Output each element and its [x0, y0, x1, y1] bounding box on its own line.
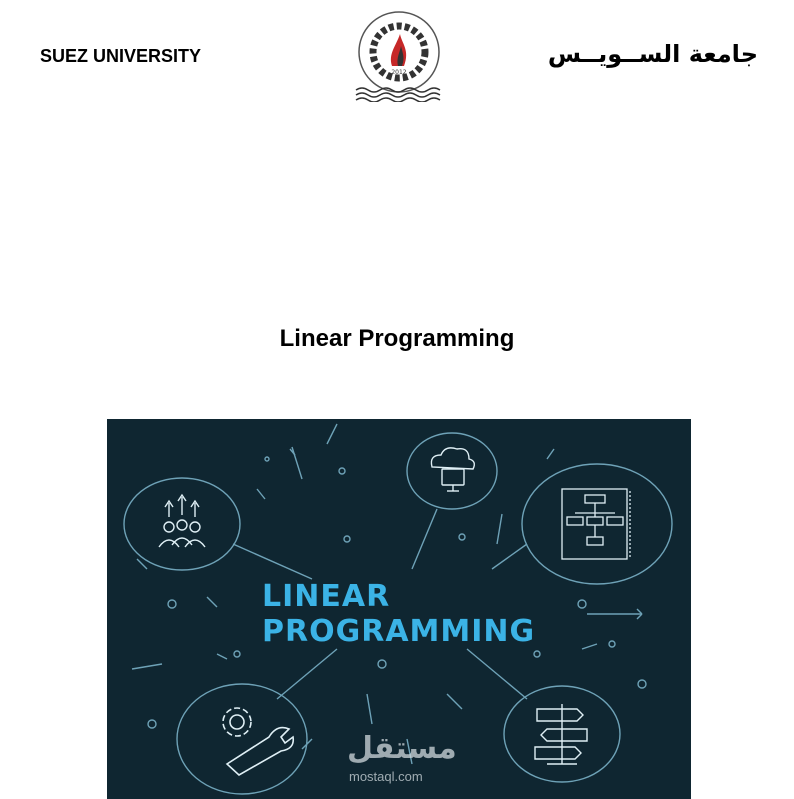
watermark-ar: مستقل — [347, 731, 457, 766]
university-logo — [348, 10, 450, 102]
people-growth-icon — [159, 495, 205, 547]
flowchart-icon — [562, 489, 630, 559]
cloud-computer-icon — [431, 448, 474, 491]
cloud-circle — [407, 433, 497, 509]
university-name-ar: جامعة الســويــس — [547, 40, 758, 68]
signpost-icon — [535, 704, 587, 764]
gear-wrench-icon — [223, 708, 293, 775]
people-circle — [124, 478, 240, 570]
banner-line-1: LINEAR — [262, 579, 391, 614]
gear-circle — [177, 684, 307, 794]
flowchart-circle — [522, 464, 672, 584]
banner-line-2: PROGRAMMING — [262, 614, 536, 649]
university-seal-icon — [348, 10, 450, 102]
linear-programming-banner — [107, 419, 691, 799]
logo-year: 2012 — [391, 69, 407, 76]
university-name-en: SUEZ UNIVERSITY — [40, 46, 202, 66]
watermark-en: mostaql.com — [349, 769, 423, 784]
document-title: Linear Programming — [279, 325, 515, 352]
